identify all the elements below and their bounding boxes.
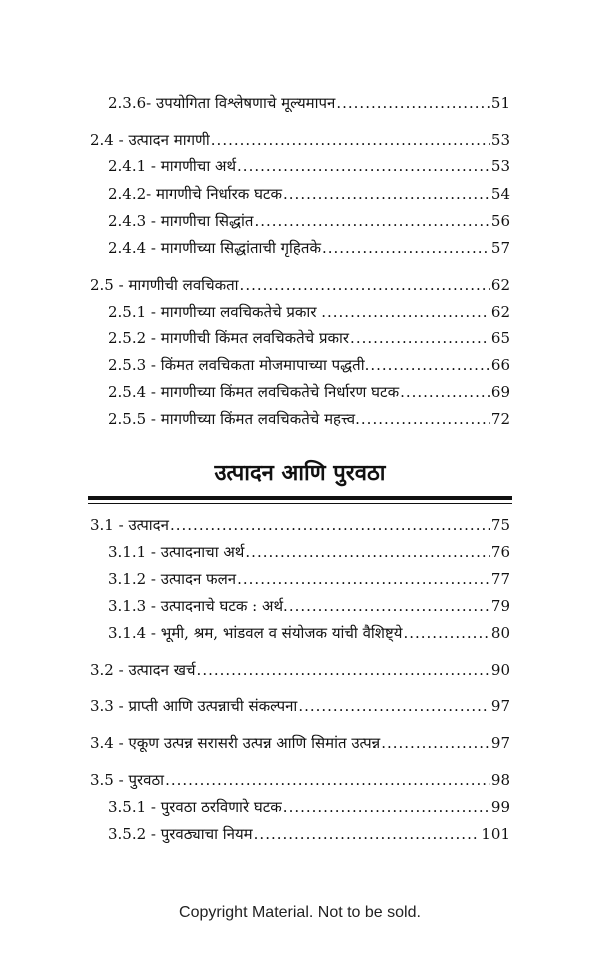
toc-entry-page: 66 (490, 356, 510, 374)
toc-entry-page: 62 (490, 303, 510, 321)
toc-leader-dots (240, 274, 490, 296)
toc-entry-page: 79 (490, 597, 510, 615)
toc-leader-dots (298, 695, 490, 717)
toc-entry (90, 695, 510, 717)
toc-leader-dots (289, 595, 490, 617)
toc-entry-label: 3.4 - एकूण उत्पन्न सरासरी उत्पन्न आणि सिमांत उत्पन्न (90, 734, 381, 752)
toc-entry-label: 2.5.3 - किंमत लवचिकता मोजमापाच्या पद्धती. (108, 356, 370, 374)
toc-leader-dots (350, 327, 490, 349)
toc-entry (90, 769, 510, 791)
chapter-heading: उत्पादन आणि पुरवठा (214, 460, 386, 486)
toc-leader-dots (254, 210, 489, 232)
toc-leader-dots (170, 514, 490, 536)
toc-entry (108, 595, 510, 617)
toc-entry-label: 3.5.2 - पुरवठ्याचा नियम (108, 825, 253, 843)
toc-entry-page: 69 (490, 383, 510, 401)
toc-leader-dots (381, 732, 490, 754)
toc-entry (108, 327, 510, 349)
toc-entry (108, 354, 510, 376)
toc-entry-label: 3.3 - प्राप्ती आणि उत्पन्नाची संकल्पना (90, 697, 298, 715)
toc-entry-page: 62 (490, 276, 510, 294)
toc-entry-label: 3.1 - उत्पादन (90, 516, 169, 534)
toc-entry (108, 237, 510, 259)
toc-entry-page: 97 (490, 697, 510, 715)
toc-entry-page: 76 (490, 543, 510, 561)
toc-entry-label: 3.1.2 - उत्पादन फलन (108, 570, 237, 588)
toc-leader-dots (400, 381, 490, 403)
toc-entry-label: 3.5 - पुरवठा (90, 771, 165, 789)
toc-entry (108, 210, 510, 232)
toc-entry (108, 301, 510, 323)
toc-entry (108, 183, 510, 205)
toc-entry-label: 2.5.2 - मागणीची किंमत लवचिकतेचे प्रकार (108, 329, 350, 347)
toc-entry-page: 90 (490, 661, 510, 679)
toc-entry-page: 98 (490, 771, 510, 789)
toc-entry (108, 92, 510, 114)
toc-entry-label: 2.3.6- उपयोगिता विश्लेषणाचे मूल्यमापन (108, 94, 336, 112)
toc-entry-label: 3.1.3 - उत्पादनाचे घटक : अर्थ. (108, 597, 288, 615)
toc-entry-label: 2.5.5 - मागणीच्या किंमत लवचिकतेचे महत्त्व. (108, 410, 360, 428)
toc-leader-dots (336, 92, 490, 114)
toc-entry-label: 3.1.1 - उत्पादनाचा अर्थ (108, 543, 245, 561)
toc-entry-page: 54 (490, 185, 510, 203)
toc-entry-page: 57 (490, 239, 510, 257)
toc-entry (90, 274, 510, 296)
toc-entry (108, 568, 510, 590)
toc-leader-dots (283, 796, 490, 818)
toc-entry-label: 2.5 - मागणीची लवचिकता (90, 276, 239, 294)
toc-leader-dots (165, 769, 490, 791)
toc-entry (108, 796, 510, 818)
toc-entry-page: 53 (490, 157, 510, 175)
toc-entry-page: 56 (490, 212, 510, 230)
toc-entry (90, 659, 510, 681)
toc-leader-dots (237, 155, 490, 177)
toc-entry-label: 3.5.1 - पुरवठा ठरविणारे घटक (108, 798, 282, 816)
toc-leader-dots (322, 237, 490, 259)
toc-entry-page: 75 (490, 516, 510, 534)
toc-entry (90, 732, 510, 754)
copyright-footer: Copyright Material. Not to be sold. (179, 904, 421, 921)
toc-entry-page: 53 (490, 131, 510, 149)
toc-entry-page: 80 (490, 624, 510, 642)
toc-entry (108, 622, 510, 644)
heading-rule-thick (88, 496, 512, 500)
toc-entry (90, 514, 510, 536)
toc-leader-dots (327, 301, 490, 323)
toc-entry-page: 99 (490, 798, 510, 816)
toc-entry-page: 51 (490, 94, 510, 112)
toc-entry-label: 3.1.4 - भूमी, श्रम, भांडवल व संयोजक यांची वैशिष्ट्ये (108, 624, 403, 642)
toc-leader-dots (211, 129, 490, 151)
toc-entry-page: 72 (490, 410, 510, 428)
toc-leader-dots (197, 659, 490, 681)
toc-entry-page: 101 (481, 825, 510, 843)
toc-entry-label: 2.4 - उत्पादन मागणी (90, 131, 210, 149)
toc-leader-dots (370, 354, 490, 376)
toc-entry (108, 408, 510, 430)
toc-leader-dots (283, 183, 490, 205)
toc-leader-dots (245, 541, 490, 563)
toc-entry (108, 541, 510, 563)
toc-leader-dots (237, 568, 490, 590)
toc-entry (108, 823, 510, 845)
toc-leader-dots (403, 622, 489, 644)
toc-entry-label: 3.2 - उत्पादन खर्च (90, 661, 196, 679)
toc-entry-page: 65 (490, 329, 510, 347)
toc-leader-dots (254, 823, 481, 845)
toc-entry-page: 77 (490, 570, 510, 588)
toc-entry-label: 2.4.1 - मागणीचा अर्थ (108, 157, 237, 175)
toc-entry-label: 2.4.4 - मागणीच्या सिद्धांताची गृहितके (108, 239, 321, 257)
toc-entry-page: 97 (490, 734, 510, 752)
toc-entry-label: 2.5.4 - मागणीच्या किंमत लवचिकतेचे निर्धारण घटक (108, 383, 400, 401)
toc-entry-label: 2.5.1 - मागणीच्या लवचिकतेचे प्रकार . (108, 303, 326, 321)
toc-entry (108, 381, 510, 403)
heading-rule-thin (88, 503, 512, 504)
toc-entry (90, 129, 510, 151)
toc-entry-label: 2.4.2- मागणीचे निर्धारक घटक (108, 185, 283, 203)
toc-entry (108, 155, 510, 177)
toc-leader-dots (361, 408, 490, 430)
toc-entry-label: 2.4.3 - मागणीचा सिद्धांत (108, 212, 254, 230)
